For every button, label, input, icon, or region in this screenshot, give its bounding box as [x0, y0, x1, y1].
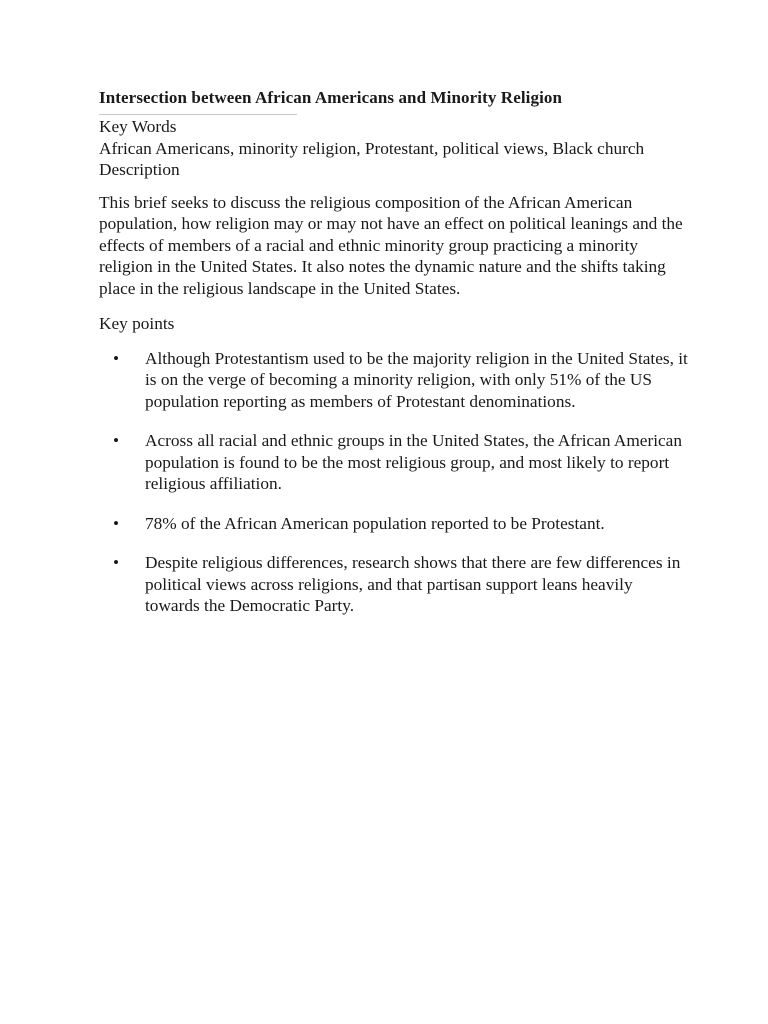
key-points-heading: Key points — [99, 314, 175, 333]
bullet-icon: • — [113, 513, 120, 533]
document-page — [99, 86, 689, 635]
key-point-text: Across all racial and ethnic groups in the United States, the African American population is found to be the most religious group, and most likely to report religious affiliation. — [145, 431, 682, 493]
description-paragraph: This brief seeks to discuss the religious composition of the African American population, how religion may or may not have an effect on political leanings and the effects of members of a racial and ethnic minority group practicing a minority religion in the United States. It also notes the dynamic nature and the shifts taking place in the religious landscape in the United States. — [99, 192, 683, 298]
key-point-item — [99, 430, 689, 495]
key-point-text: Although Protestantism used to be the majority religion in the United States, it is on the verge of becoming a minority religion, with only 51% of the US population reporting as members of Protestant denominations. — [145, 348, 688, 411]
bullet-icon: • — [113, 348, 120, 368]
key-words-heading: Key Words — [99, 117, 177, 136]
key-point-item — [99, 348, 689, 413]
key-points-list — [99, 348, 689, 617]
bullet-icon: • — [113, 553, 120, 572]
key-point-text: Despite religious differences, research shows that there are few differences in political views across religions, and that partisan support leans heavily towards the Democratic Party. — [145, 553, 681, 615]
title-underline-rule — [99, 114, 297, 115]
key-words-text: African Americans, minority religion, Protestant, political views, Black church Description — [99, 138, 645, 179]
document-title: Intersection between African Americans and Minority Religion — [99, 88, 563, 107]
bullet-icon: • — [113, 431, 120, 450]
key-point-text: 78% of the African American population reported to be Protestant. — [145, 513, 605, 533]
key-point-item — [99, 552, 689, 617]
key-point-item — [99, 513, 689, 535]
